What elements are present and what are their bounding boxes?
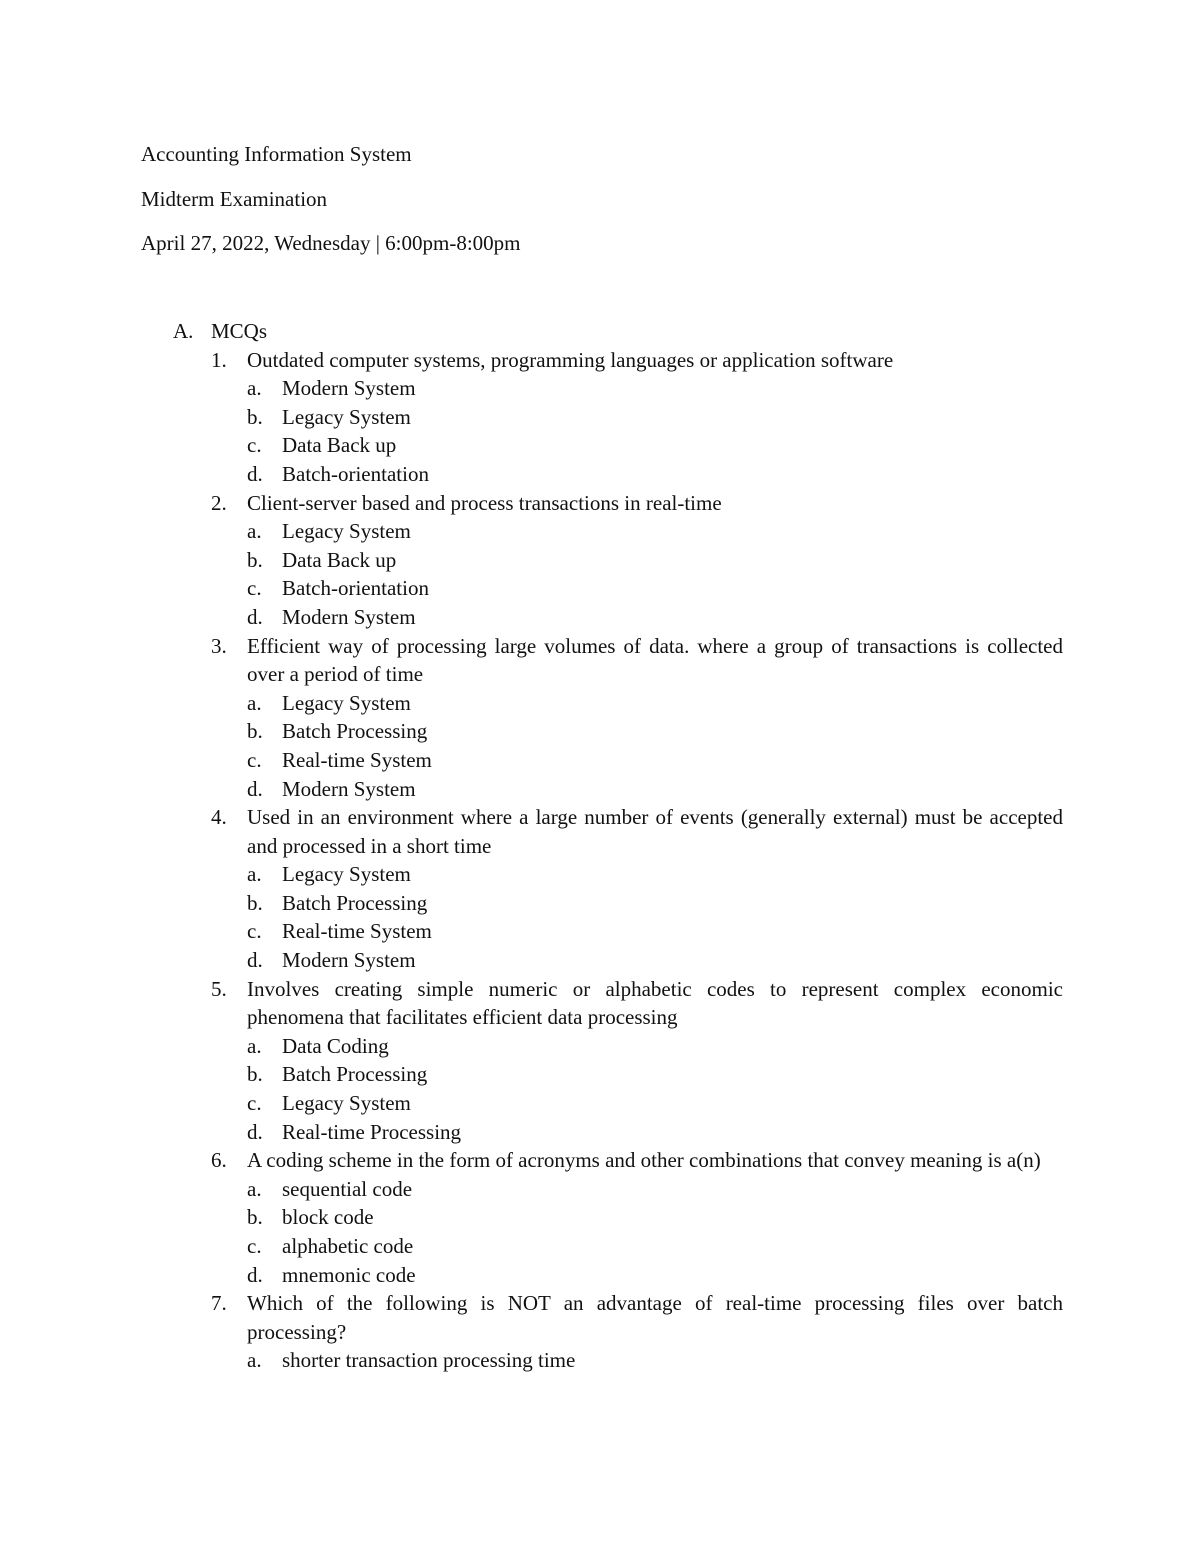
option-letter: d. bbox=[247, 948, 263, 973]
option-text: Batch-orientation bbox=[282, 461, 429, 486]
answer-option bbox=[173, 1346, 1063, 1375]
answer-option bbox=[173, 1032, 1063, 1061]
answer-option bbox=[173, 946, 1063, 975]
question-stem: Used in an environment where a large number of events (generally external) must be accepted and processed in a short time bbox=[247, 805, 1063, 858]
option-letter: c. bbox=[247, 747, 262, 772]
question-number: 5. bbox=[211, 976, 227, 1001]
option-letter: b. bbox=[247, 404, 263, 429]
option-text: Modern System bbox=[282, 776, 416, 801]
question-stem: Which of the following is NOT an advantage of real-time processing files over batch processing? bbox=[247, 1291, 1063, 1344]
question-text bbox=[173, 346, 1063, 375]
answer-option bbox=[173, 775, 1063, 804]
option-text: Batch Processing bbox=[282, 1062, 428, 1087]
option-letter: b. bbox=[247, 547, 263, 572]
answer-option bbox=[173, 717, 1063, 746]
option-letter: a. bbox=[247, 1176, 262, 1201]
option-text: Legacy System bbox=[282, 690, 411, 715]
answer-option bbox=[173, 1261, 1063, 1290]
option-text: Modern System bbox=[282, 376, 416, 401]
option-letter: b. bbox=[247, 1205, 263, 1230]
question-block bbox=[173, 632, 1063, 804]
exam-title: Midterm Examination bbox=[141, 187, 328, 211]
option-text: Data Back up bbox=[282, 433, 397, 458]
section-heading bbox=[173, 317, 1063, 346]
answer-option bbox=[173, 517, 1063, 546]
option-text: Modern System bbox=[282, 604, 416, 629]
question-text bbox=[173, 975, 1063, 1032]
question-block bbox=[173, 1289, 1063, 1375]
question-text bbox=[173, 1146, 1063, 1175]
option-letter: a. bbox=[247, 690, 262, 715]
question-block bbox=[173, 346, 1063, 489]
answer-option bbox=[173, 1060, 1063, 1089]
question-block bbox=[173, 803, 1063, 975]
answer-option bbox=[173, 546, 1063, 575]
option-letter: d. bbox=[247, 604, 263, 629]
option-text: Real-time System bbox=[282, 747, 432, 772]
question-block bbox=[173, 975, 1063, 1147]
answer-option bbox=[173, 1089, 1063, 1118]
option-text: Real-time Processing bbox=[282, 1119, 462, 1144]
question-text bbox=[173, 1289, 1063, 1346]
option-text: Legacy System bbox=[282, 519, 411, 544]
option-letter: b. bbox=[247, 1062, 263, 1087]
answer-option bbox=[173, 1232, 1063, 1261]
option-letter: c. bbox=[247, 433, 262, 458]
option-text: Real-time System bbox=[282, 919, 432, 944]
option-text: Batch-orientation bbox=[282, 576, 429, 601]
answer-option bbox=[173, 689, 1063, 718]
option-text: mnemonic code bbox=[282, 1262, 416, 1287]
answer-option bbox=[173, 460, 1063, 489]
option-list bbox=[173, 689, 1063, 803]
question-number: 4. bbox=[211, 805, 227, 830]
question-number: 7. bbox=[211, 1291, 227, 1316]
section-title: MCQs bbox=[211, 319, 268, 343]
question-stem: A coding scheme in the form of acronyms and other combinations that convey meaning is a(n) bbox=[247, 1148, 1041, 1173]
question-block bbox=[173, 489, 1063, 632]
answer-option bbox=[173, 374, 1063, 403]
question-list bbox=[173, 346, 1063, 1375]
section-marker: A. bbox=[173, 319, 194, 343]
option-text: Modern System bbox=[282, 948, 416, 973]
question-text bbox=[173, 489, 1063, 518]
answer-option bbox=[173, 1175, 1063, 1204]
answer-option bbox=[173, 917, 1063, 946]
question-stem: Involves creating simple numeric or alphabetic codes to represent complex economic phenomena that facilitates efficient data processing bbox=[247, 976, 1063, 1030]
option-letter: d. bbox=[247, 1119, 263, 1144]
option-list bbox=[173, 860, 1063, 974]
answer-option bbox=[173, 746, 1063, 775]
answer-option bbox=[173, 603, 1063, 632]
option-list bbox=[173, 1032, 1063, 1146]
question-text bbox=[173, 632, 1063, 689]
mcq-section bbox=[173, 317, 1063, 1375]
option-text: block code bbox=[282, 1205, 374, 1230]
option-text: alphabetic code bbox=[282, 1234, 414, 1258]
answer-option bbox=[173, 860, 1063, 889]
option-letter: a. bbox=[247, 862, 262, 887]
answer-option bbox=[173, 574, 1063, 603]
option-text: Legacy System bbox=[282, 1091, 411, 1116]
option-letter: c. bbox=[247, 576, 262, 601]
course-title: Accounting Information System bbox=[141, 142, 412, 166]
option-text: Batch Processing bbox=[282, 890, 428, 915]
option-text: Batch Processing bbox=[282, 719, 428, 744]
question-text bbox=[173, 803, 1063, 860]
option-text: Data Back up bbox=[282, 547, 397, 572]
question-stem: Outdated computer systems, programming languages or application software bbox=[247, 347, 894, 372]
option-list bbox=[173, 374, 1063, 488]
option-letter: a. bbox=[247, 1033, 262, 1058]
option-letter: d. bbox=[247, 1262, 263, 1287]
question-number: 3. bbox=[211, 633, 227, 658]
option-list bbox=[173, 1175, 1063, 1289]
question-stem: Client-server based and process transactions in real-time bbox=[247, 490, 722, 515]
question-number: 6. bbox=[211, 1148, 227, 1173]
option-text: Legacy System bbox=[282, 862, 411, 887]
option-text: Legacy System bbox=[282, 404, 411, 429]
answer-option bbox=[173, 403, 1063, 432]
question-number: 1. bbox=[211, 347, 227, 372]
option-text: shorter transaction processing time bbox=[282, 1348, 576, 1373]
option-letter: a. bbox=[247, 1348, 262, 1373]
exam-schedule: April 27, 2022, Wednesday | 6:00pm-8:00pm bbox=[141, 231, 521, 255]
option-letter: c. bbox=[247, 919, 262, 944]
option-letter: c. bbox=[247, 1234, 262, 1258]
option-letter: a. bbox=[247, 376, 262, 401]
option-letter: d. bbox=[247, 461, 263, 486]
answer-option bbox=[173, 431, 1063, 460]
answer-option bbox=[173, 889, 1063, 918]
option-list bbox=[173, 1346, 1063, 1375]
option-text: sequential code bbox=[282, 1176, 413, 1201]
question-number: 2. bbox=[211, 490, 227, 515]
answer-option bbox=[173, 1118, 1063, 1147]
option-letter: d. bbox=[247, 776, 263, 801]
option-list bbox=[173, 517, 1063, 631]
option-letter: a. bbox=[247, 519, 262, 544]
option-text: Data Coding bbox=[282, 1033, 389, 1058]
question-block bbox=[173, 1146, 1063, 1289]
question-stem: Efficient way of processing large volumes of data. where a group of transactions is collected over a period of time bbox=[247, 633, 1063, 687]
option-letter: c. bbox=[247, 1091, 262, 1116]
option-letter: b. bbox=[247, 890, 263, 915]
answer-option bbox=[173, 1203, 1063, 1232]
option-letter: b. bbox=[247, 719, 263, 744]
